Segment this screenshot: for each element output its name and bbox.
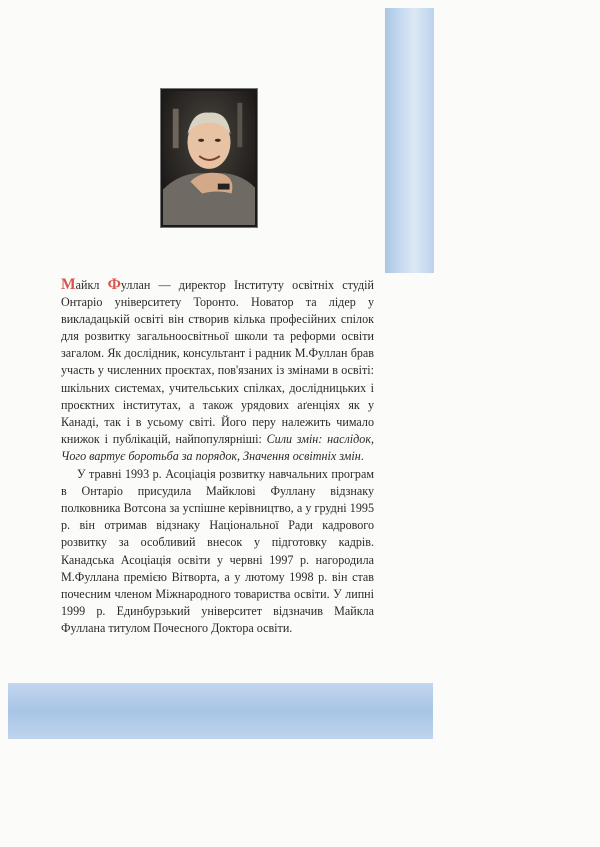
bio-works-titles: Сили змін: наслідок, Чого вартує боротьба за порядок, Значення освітніх змін (61, 431, 374, 463)
decorative-blue-band (8, 683, 433, 739)
author-portrait (160, 88, 258, 228)
bio-paragraph-1 (61, 276, 374, 465)
portrait-image (163, 91, 255, 225)
name-first-rest: айкл (75, 278, 108, 292)
bio-text-end: . (360, 448, 364, 463)
author-biography (61, 276, 374, 637)
bio-text-lead: — директор Інституту освітніх студій Онтаріо університету Торонто. Новатор та лідер у викладацькій освіті він створив кілька професійних спілок для розвитку загальноосвітньої школи та реформи освіти загалом. Як дослідник, консультант і радник М.Фуллан брав участь у численних проєктах, пов'язаних із змінами в освіті: шкільних системах, учительських спілках, дослідницьких і проєктних інститутах, а також урядових аґенціях як у Канаді, так і в усьому світі. Його перу належить чимало книжок і публікацій, найпопулярніші: (61, 278, 374, 446)
bio-paragraph-2: У травні 1993 р. Асоціація розвитку навчальних програм в Онтаріо присудила Майклові Фуллану відзнаку полковника Вотсона за успішне керівництво, а у грудні 1995 р. він отримав відзнаку Національної Ради кадрового розвитку за особливий внесок у підготовку кадрів. Канадська Асоціація освіти у червні 1997 р. нагородила М.Фуллана премією Вітворта, а у лютому 1998 р. він став почесним членом Міжнародного товариства освіти. У липні 1999 р. Единбурзький університет відзначив Майкла Фуллана титулом Почесного Доктора освіти. (61, 467, 374, 635)
name-initial-first: М (61, 276, 76, 293)
decorative-blue-strip (385, 8, 434, 273)
name-last-rest: уллан (120, 278, 151, 292)
name-initial-last: Ф (107, 276, 121, 293)
